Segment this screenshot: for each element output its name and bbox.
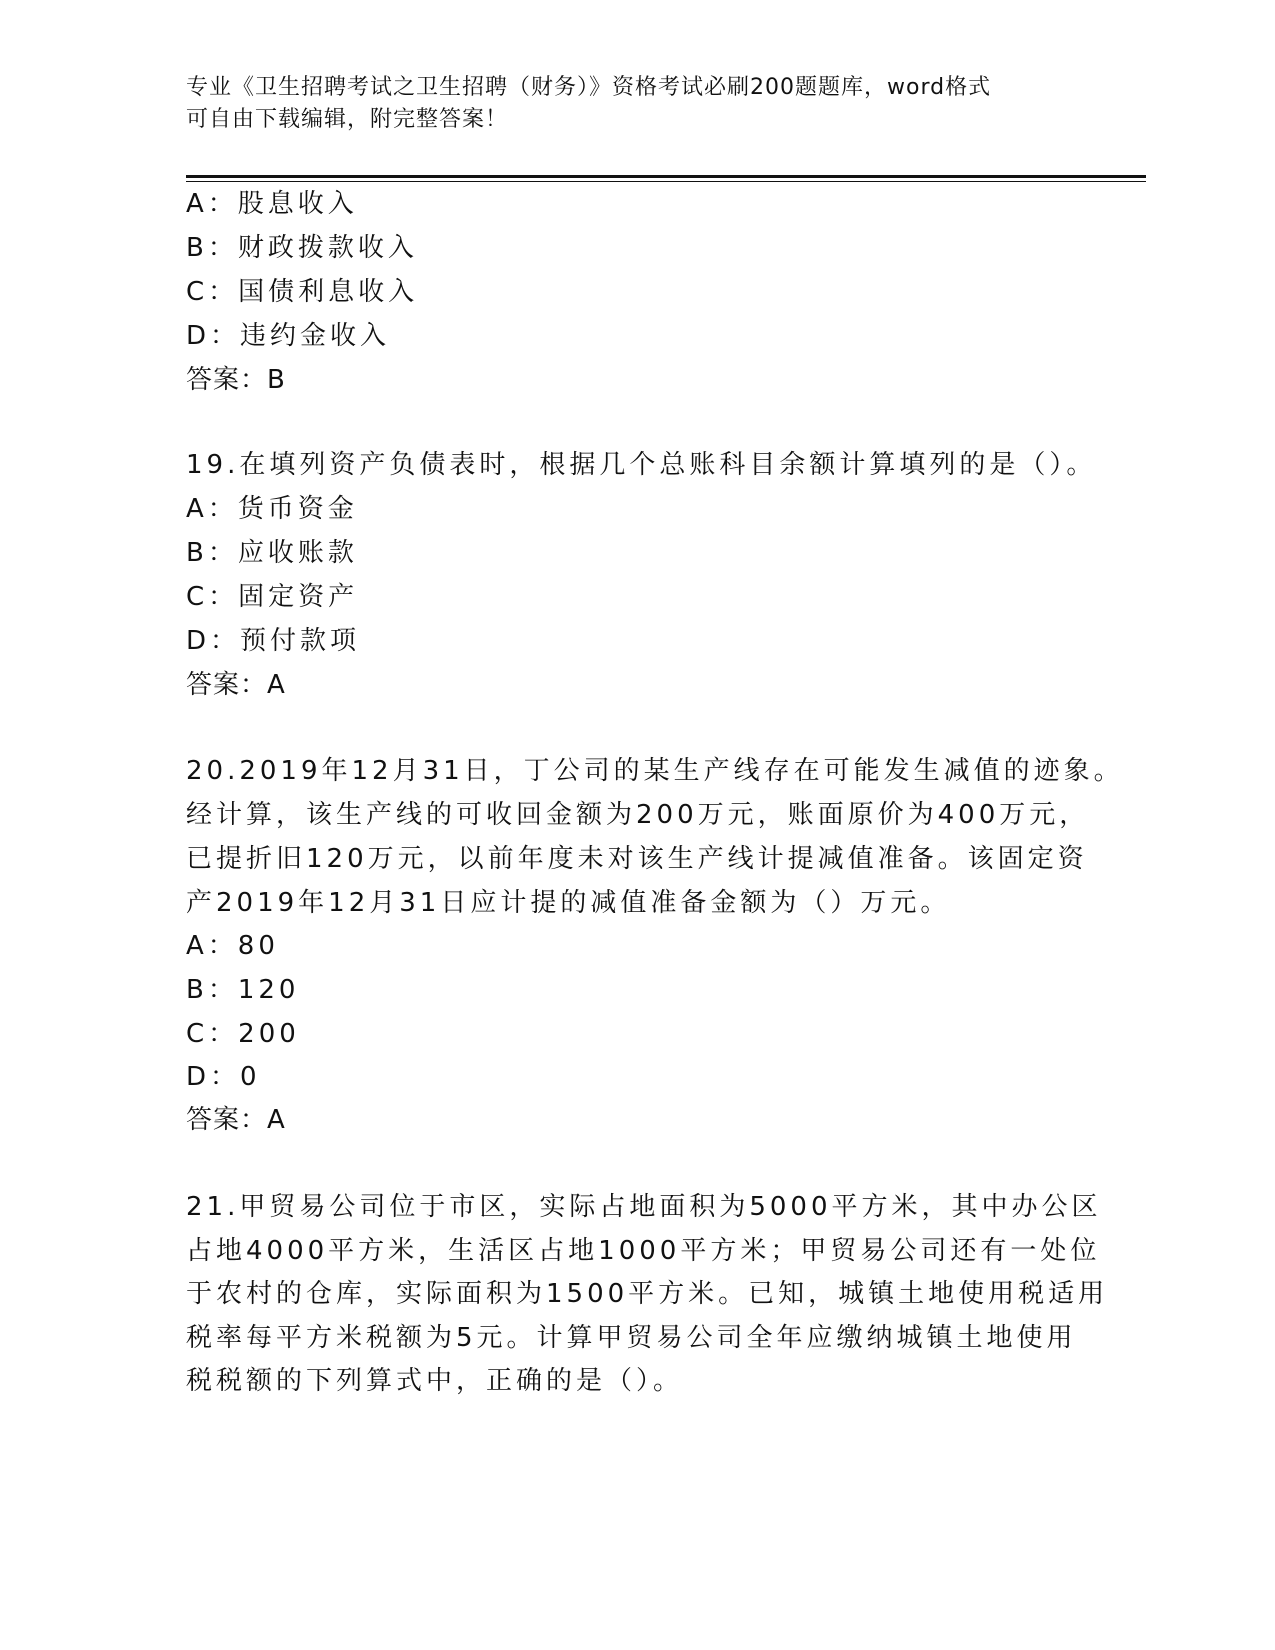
q19-stem: 19.在填列资产负债表时，根据几个总账科目余额计算填列的是（）。 — [186, 450, 1097, 480]
q18-option-c: C：国债利息收入 — [186, 277, 419, 307]
document-header — [186, 72, 1066, 136]
header-rule-thin — [186, 181, 1146, 182]
header-line-2: 可自由下载编辑，附完整答案！ — [186, 107, 509, 132]
q21-stem-line-4: 税率每平方米税额为5元。计算甲贸易公司全年应缴纳城镇土地使用 — [186, 1323, 1077, 1353]
q18-answer: 答案：B — [186, 365, 286, 395]
q20-option-d: D：0 — [186, 1062, 261, 1092]
q20-stem-line-4: 产2019年12月31日应计提的减值准备金额为（）万元。 — [186, 888, 951, 918]
q21-stem-line-2: 占地4000平方米，生活区占地1000平方米；甲贸易公司还有一处位 — [186, 1236, 1101, 1266]
header-rule-thick — [186, 175, 1146, 178]
q20-option-c: C：200 — [186, 1019, 300, 1049]
q19-answer: 答案：A — [186, 670, 286, 700]
q20-answer: 答案：A — [186, 1105, 286, 1135]
q19-option-a: A：货币资金 — [186, 494, 358, 524]
q19-option-b: B：应收账款 — [186, 538, 358, 568]
q20-option-a: A：80 — [186, 931, 279, 961]
q19-option-d: D：预付款项 — [186, 626, 361, 656]
q18-option-a: A：股息收入 — [186, 189, 358, 219]
q18-option-d: D：违约金收入 — [186, 321, 391, 351]
q18-option-b: B：财政拨款收入 — [186, 233, 418, 263]
q20-stem-line-1: 20.2019年12月31日，丁公司的某生产线存在可能发生减值的迹象。 — [186, 756, 1124, 786]
header-line-1: 专业《卫生招聘考试之卫生招聘（财务）》资格考试必刷200题题库，word格式 — [186, 75, 992, 100]
q20-stem-line-3: 已提折旧120万元，以前年度未对该生产线计提减值准备。该固定资 — [186, 844, 1088, 874]
q21-stem-line-5: 税税额的下列算式中，正确的是（）。 — [186, 1366, 684, 1396]
q20-option-b: B：120 — [186, 975, 300, 1005]
q21-stem-line-3: 于农村的仓库，实际面积为1500平方米。已知，城镇土地使用税适用 — [186, 1279, 1109, 1309]
q19-option-c: C：固定资产 — [186, 582, 359, 612]
q21-stem-line-1: 21.甲贸易公司位于市区，实际占地面积为5000平方米，其中办公区 — [186, 1192, 1102, 1222]
q20-stem-line-2: 经计算，该生产线的可收回金额为200万元，账面原价为400万元， — [186, 800, 1090, 830]
